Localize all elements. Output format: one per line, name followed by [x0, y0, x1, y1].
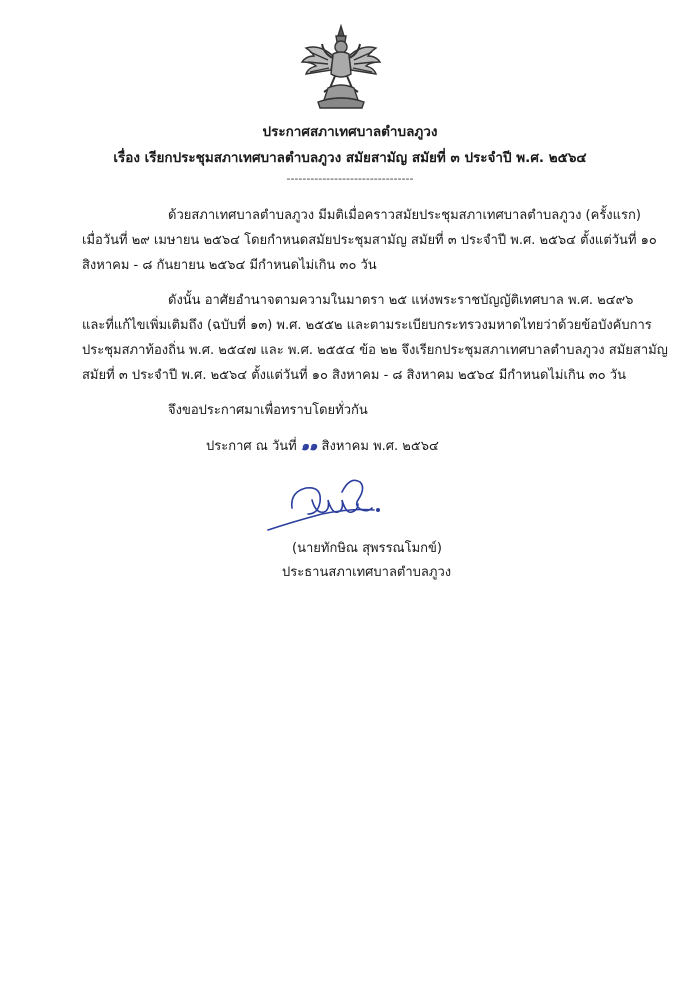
paragraph2-line1: ดังนั้น อาศัยอำนาจตามความในมาตรา ๒๕ แห่งพระราชบัญญัติเทศบาล พ.ศ. ๒๔๙๖ [168, 293, 634, 308]
paragraph2-line2: และที่แก้ไขเพิ่มเติมถึง (ฉบับที่ ๑๓) พ.ศ. ๒๕๕๒ และตามระเบียบกระทรวงมหาดไทยว่าด้วยข้อบังคับการ [82, 318, 652, 333]
garuda-emblem-icon [298, 22, 384, 110]
document-subject: เรื่อง เรียกประชุมสภาเทศบาลตำบลภูวง สมัยสามัญ สมัยที่ ๓ ประจำปี พ.ศ. ๒๕๖๔ [113, 150, 587, 166]
closing-statement: จึงขอประกาศมาเพื่อทราบโดยทั่วกัน [168, 403, 368, 418]
paragraph1-line3: สิงหาคม - ๘ กันยายน ๒๕๖๔ มีกำหนดไม่เกิน ๓๐ วัน [82, 258, 377, 273]
handwritten-day: ๑๑ [300, 439, 318, 454]
paragraph2-line3: ประชุมสภาท้องถิ่น พ.ศ. ๒๕๔๗ และ พ.ศ. ๒๕๕๔ ข้อ ๒๒ จึงเรียกประชุมสภาเทศบาลตำบลภูวง สมัยสามัญ [82, 343, 668, 358]
paragraph2-line4: สมัยที่ ๓ ประจำปี พ.ศ. ๒๕๖๔ ตั้งแต่วันที่ ๑๐ สิงหาคม - ๘ สิงหาคม ๒๕๖๔ มีกำหนดไม่เกิน ๓๐ วัน [82, 368, 626, 383]
announcement-prefix: ประกาศ ณ วันที่ [206, 439, 297, 454]
paragraph1-line2: เมื่อวันที่ ๒๙ เมษายน ๒๕๖๔ โดยกำหนดสมัยประชุมสามัญ สมัยที่ ๓ ประจำปี พ.ศ. ๒๕๖๔ ตั้งแต่วันที่ ๑๐ [82, 233, 657, 248]
document-title: ประกาศสภาเทศบาลตำบลภูวง [262, 124, 438, 140]
title-divider: -------------------------------- [286, 172, 414, 185]
paragraph1-line1: ด้วยสภาเทศบาลตำบลภูวง มีมติเมื่อคราวสมัยประชุมสภาเทศบาลตำบลภูวง (ครั้งแรก) [168, 208, 641, 223]
signature-icon [262, 470, 392, 540]
signatory-position: ประธานสภาเทศบาลตำบลภูวง [282, 565, 452, 580]
announcement-date [206, 438, 439, 456]
announcement-month-year: สิงหาคม พ.ศ. ๒๕๖๔ [321, 439, 439, 454]
signatory-name: (นายทักษิณ สุพรรณโมกข์) [292, 541, 442, 556]
